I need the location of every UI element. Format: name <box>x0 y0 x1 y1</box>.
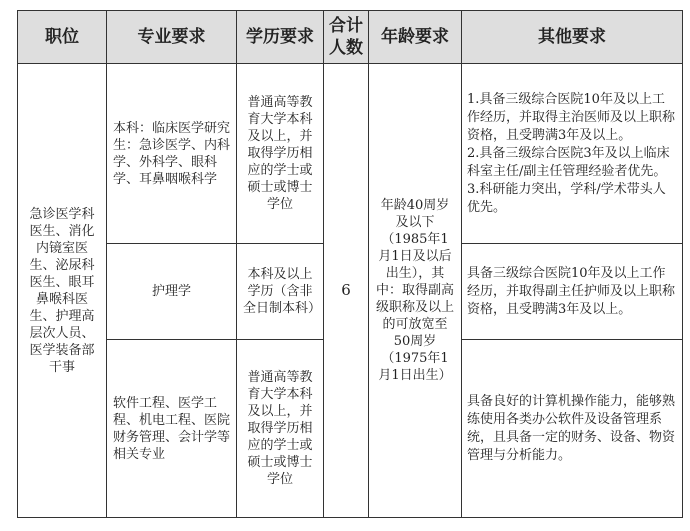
major-cell: 护理学 <box>107 244 237 340</box>
header-row <box>18 11 683 64</box>
header-other: 其他要求 <box>462 11 683 64</box>
education-cell: 本科及以上学历（含非全日制本科） <box>237 244 324 340</box>
age-cell: 年龄40周岁及以下（1985年1月1日及以后出生），其中：取得副高级职称及以上的可放宽至50周岁（1975年1月1日出生） <box>369 64 462 518</box>
major-cell: 本科：临床医学研究生：急诊医学、内科学、外科学、眼科学、耳鼻咽喉科学 <box>107 64 237 244</box>
recruitment-requirements-table <box>17 10 683 518</box>
other-item: 3.科研能力突出，学科/学术带头人优先。 <box>467 181 666 215</box>
other-item: 具备良好的计算机操作能力，能够熟练使用各类办公软件及设备管理系统，且具备一定的财务、设备、物资管理与分析能力。 <box>467 393 676 463</box>
other-item: 1.具备三级综合医院10年及以上工作经历，并取得主治医师及以上职称资格，且受聘满3年及以上。 <box>467 91 676 143</box>
headcount-cell: 6 <box>324 64 369 518</box>
header-headcount: 合计人数 <box>324 11 369 64</box>
other-cell <box>462 244 683 340</box>
other-cell <box>462 340 683 518</box>
header-position: 职位 <box>18 11 107 64</box>
header-education: 学历要求 <box>237 11 324 64</box>
other-item: 2.具备三级综合医院3年及以上临床科室主任/副主任管理经验者优先。 <box>467 145 670 179</box>
position-cell: 急诊医学科医生、消化内镜室医生、泌尿科医生、眼耳鼻喉科医生、护理高层次人员、医学装备部干事 <box>18 64 107 518</box>
education-cell: 普通高等教育大学本科及以上，并取得学历相应的学士或硕士或博士学位 <box>237 340 324 518</box>
other-cell <box>462 64 683 244</box>
header-major: 专业要求 <box>107 11 237 64</box>
table-row <box>18 64 683 244</box>
education-cell: 普通高等教育大学本科及以上，并取得学历相应的学士或硕士或博士学位 <box>237 64 324 244</box>
major-cell: 软件工程、医学工程、机电工程、医院财务管理、会计学等相关专业 <box>107 340 237 518</box>
header-age: 年龄要求 <box>369 11 462 64</box>
other-item: 具备三级综合医院10年及以上工作经历，并取得副主任护师及以上职称资格，且受聘满3年及以上。 <box>467 265 676 317</box>
